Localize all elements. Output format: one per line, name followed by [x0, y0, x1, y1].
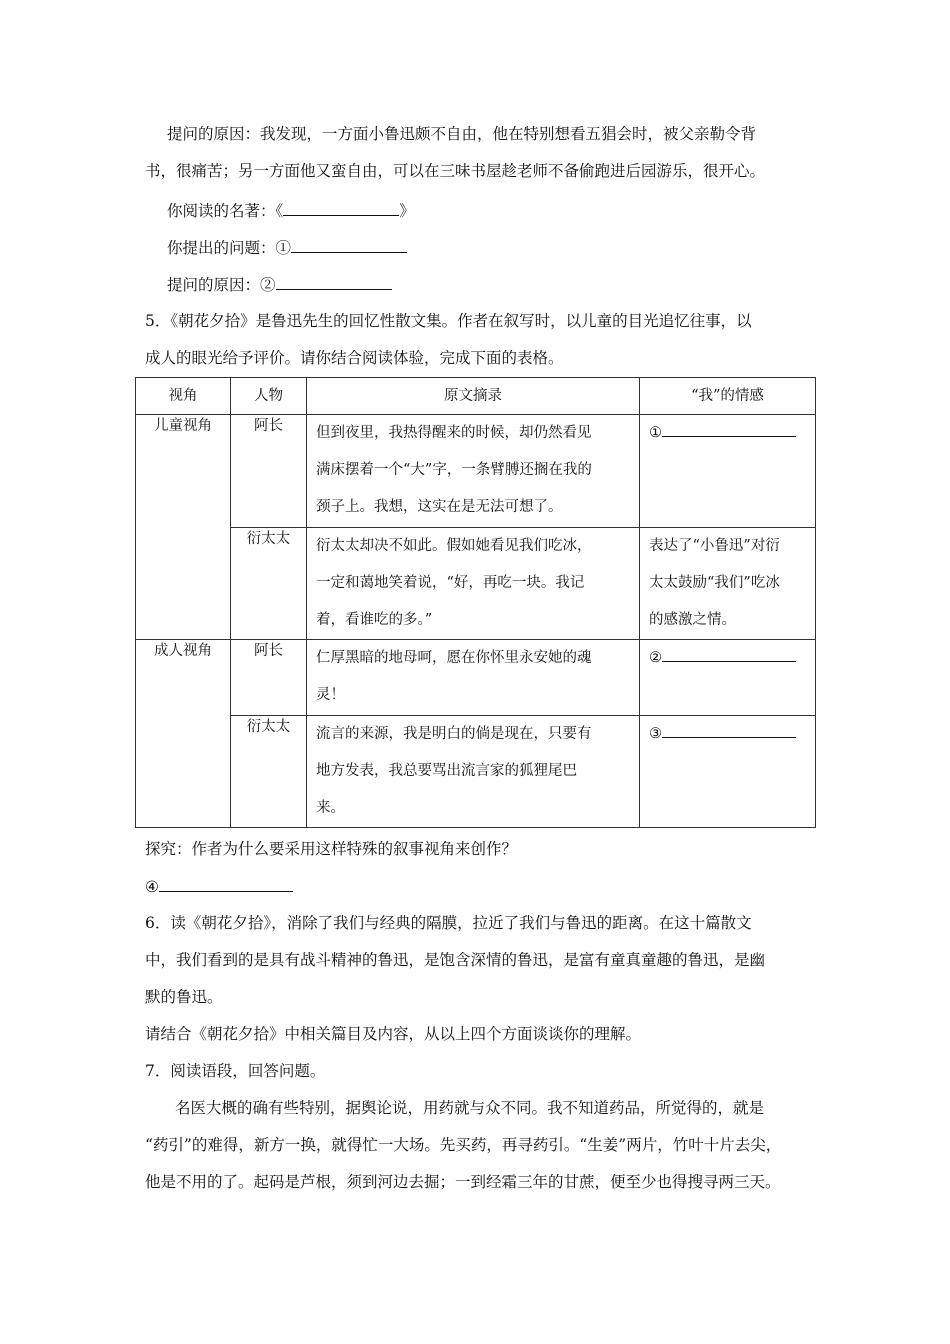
person-cell: 阿长	[231, 415, 307, 528]
reading-table	[135, 377, 816, 828]
answer-marker: ④	[145, 878, 159, 896]
quote-line: 着，看谁吃的多。”	[316, 612, 433, 628]
reason-label: 提问的原因：②	[167, 276, 276, 294]
header-perspective: 视角	[136, 378, 231, 415]
emotion-line: 的感激之情。	[649, 612, 736, 628]
quote-line: 地方发表，我总要骂出流言家的狐狸尾巴	[316, 763, 577, 779]
emotion-line: 太太鼓励“我们”吃冰	[649, 575, 780, 591]
q5-line-1: 5．《朝花夕拾》是鲁迅先生的回忆性散文集。作者在叙写时，以儿童的目光追忆往事，以	[145, 312, 752, 330]
question-fill-line	[167, 236, 407, 259]
emotion-cell	[640, 640, 816, 716]
book-fill-line	[167, 199, 415, 222]
q7-line-1: 7．阅读语段，回答问题。	[145, 1062, 326, 1080]
table-row	[136, 716, 816, 828]
quote-cell	[307, 716, 640, 828]
emotion-cell	[640, 415, 816, 528]
emotion-answer-blank[interactable]	[662, 721, 796, 738]
reason-fill-line	[167, 273, 392, 296]
book-close: 》	[399, 202, 415, 220]
quote-line: 仁厚黑暗的地母呵，愿在你怀里永安她的魂	[316, 650, 592, 666]
perspective-adult: 成人视角	[136, 640, 231, 828]
table-row	[136, 640, 816, 716]
q7-para-line-2: “药引”的难得，新方一换，就得忙一大场。先买药，再寻药引。“生姜”两片，竹叶十片去尖，	[145, 1136, 782, 1154]
person-cell: 衍太太	[231, 528, 307, 640]
person-cell: 阿长	[231, 640, 307, 716]
header-emotion: “我”的情感	[640, 378, 816, 415]
q7-para-line-1: 名医大概的确有些特别，据舆论说，用药就与众不同。我不知道药品，所觉得的，就是	[175, 1099, 765, 1117]
q6-line-1: 6．读《朝花夕拾》，消除了我们与经典的隔膜，拉近了我们与鲁迅的距离。在这十篇散文	[145, 914, 752, 932]
header-person: 人物	[231, 378, 307, 415]
explore-answer-blank[interactable]	[159, 875, 293, 892]
emotion-cell	[640, 528, 816, 640]
book-label: 你阅读的名著：《	[167, 202, 284, 220]
question-answer-blank[interactable]	[291, 236, 407, 253]
table-row	[136, 415, 816, 528]
quote-line: 流言的来源，我是明白的倘是现在，只要有	[316, 726, 592, 742]
quote-line: 满床摆着一个“大”字，一条臂膊还搁在我的	[316, 462, 592, 478]
explore-question: 探究：作者为什么要采用这样特殊的叙事视角来创作？	[145, 840, 518, 858]
q6-line-2: 中，我们看到的是具有战斗精神的鲁迅，是饱含深情的鲁迅，是富有童真童趣的鲁迅，是幽	[145, 951, 766, 969]
emotion-answer-blank[interactable]	[662, 645, 796, 662]
q5-line-2: 成人的眼光给予评价。请你结合阅读体验，完成下面的表格。	[145, 349, 564, 367]
explore-answer-line	[145, 875, 293, 898]
quote-line: 灵！	[316, 687, 345, 703]
reason-answer-blank[interactable]	[276, 273, 392, 290]
q7-para-line-3: 他是不用的了。起码是芦根，须到河边去掘；一到经霜三年的甘蔗，便至少也得搜寻两三天。	[145, 1173, 781, 1191]
quote-cell	[307, 640, 640, 716]
q6-line-4: 请结合《朝花夕拾》中相关篇目及内容，从以上四个方面谈谈你的理解。	[145, 1025, 642, 1043]
quote-line: 但到夜里，我热得醒来的时候，却仍然看见	[316, 425, 592, 441]
table-header-row	[136, 378, 816, 415]
perspective-child: 儿童视角	[136, 415, 231, 640]
quote-line: 衍太太却决不如此。假如她看见我们吃冰，	[316, 538, 592, 554]
reason-text-line-1: 提问的原因：我发现，一方面小鲁迅颇不自由，他在特别想看五猖会时，被父亲勒令背	[167, 125, 757, 143]
emotion-marker: ①	[649, 425, 662, 441]
book-answer-blank[interactable]	[283, 199, 399, 216]
emotion-answer-blank[interactable]	[662, 420, 796, 437]
quote-line: 一定和蔼地笑着说，“好，再吃一块。我记	[316, 575, 585, 591]
emotion-marker: ③	[649, 726, 662, 742]
quote-cell	[307, 415, 640, 528]
quote-cell	[307, 528, 640, 640]
emotion-line: 表达了“小鲁迅”对衍	[649, 538, 780, 554]
table-row	[136, 528, 816, 640]
header-quote: 原文摘录	[307, 378, 640, 415]
person-cell: 衍太太	[231, 716, 307, 828]
quote-line: 颈子上。我想，这实在是无法可想了。	[316, 499, 563, 515]
question-label: 你提出的问题：①	[167, 239, 292, 257]
quote-line: 来。	[316, 800, 345, 816]
emotion-marker: ②	[649, 650, 662, 666]
reason-text-line-2: 书，很痛苦；另一方面他又蛮自由，可以在三味书屋趁老师不备偷跑进后园游乐，很开心。	[145, 162, 766, 180]
emotion-cell	[640, 716, 816, 828]
q6-line-3: 默的鲁迅。	[145, 988, 223, 1006]
